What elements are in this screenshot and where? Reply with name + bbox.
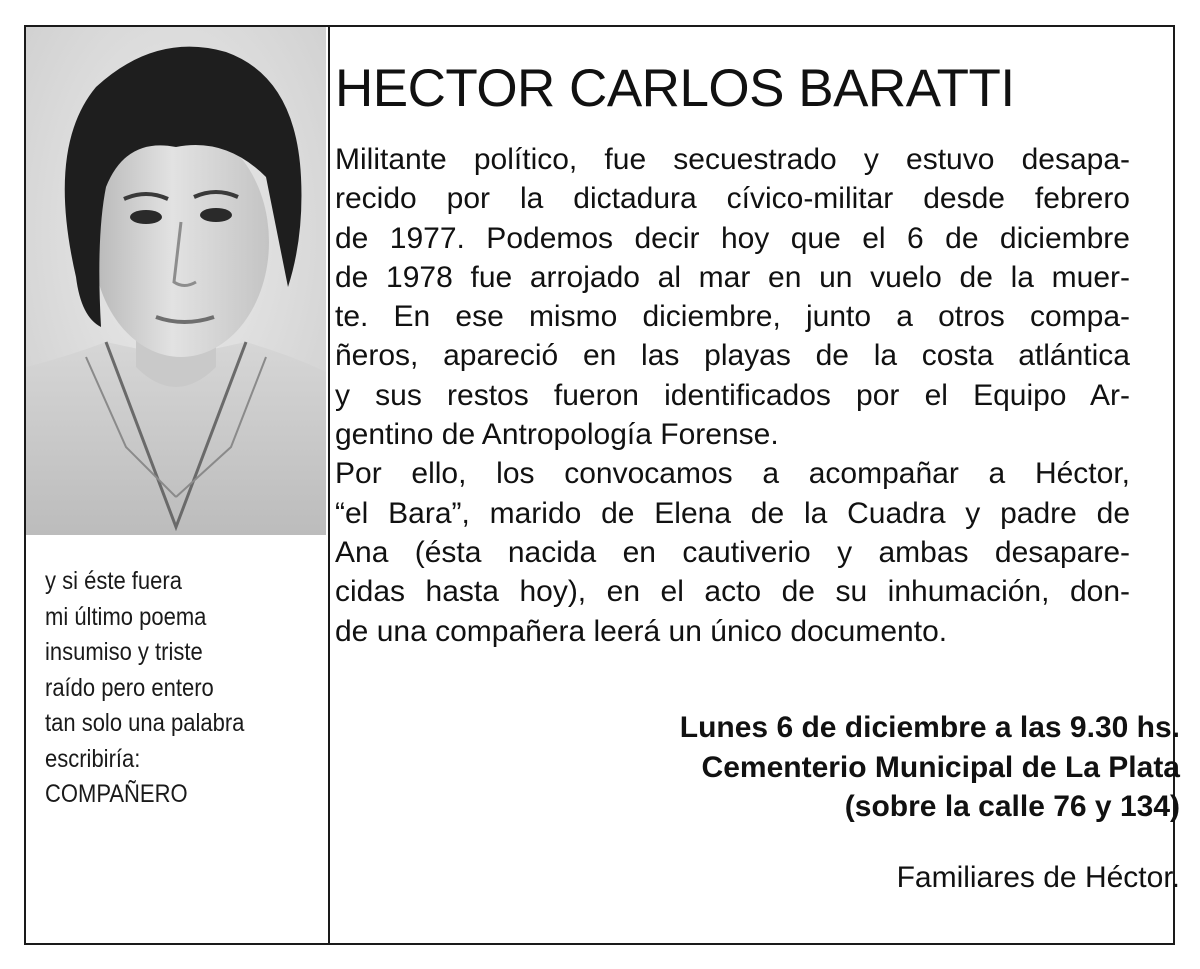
body-line: de una compañera leerá un único documento.: [335, 614, 948, 648]
body-line: “el Bara”, marido de Elena de la Cuadra y padre de: [335, 496, 1130, 530]
body-line: ñeros, apareció en las playas de la costa atlántica: [335, 339, 1130, 373]
body-line: Ana (ésta nacida en cautiverio y ambas desapare-: [335, 535, 1130, 569]
event-details: [680, 708, 1180, 827]
poem-line: tan solo una palabra: [45, 709, 245, 737]
notice-title: HECTOR CARLOS BARATTI: [335, 59, 1015, 118]
event-venue: Cementerio Municipal de La Plata: [701, 750, 1180, 784]
poem-line: insumiso y triste: [45, 638, 203, 666]
body-line: de 1977. Podemos decir hoy que el 6 de diciembre: [335, 221, 1130, 255]
body-line: Por ello, los convocamos a acompañar a Héctor,: [335, 457, 1130, 491]
body-line: y sus restos fueron identificados por el Equipo Ar-: [335, 378, 1130, 412]
poem-line: raído pero entero: [45, 673, 214, 702]
body-line: de 1978 fue arrojado al mar en un vuelo de la muer-: [335, 260, 1130, 294]
poem: [45, 564, 244, 813]
event-date: Lunes 6 de diciembre a las 9.30 hs.: [679, 711, 1180, 744]
poem-line: COMPAÑERO: [45, 780, 188, 808]
body-line: cidas hasta hoy), en el acto de su inhumación, don-: [335, 575, 1130, 609]
portrait-photo: [26, 27, 326, 535]
poem-line: y si éste fuera: [45, 567, 182, 595]
body-line: te. En ese mismo diciembre, junto a otros compa-: [335, 300, 1130, 334]
portrait-illustration: [26, 27, 326, 535]
signature: Familiares de Héctor.: [896, 861, 1180, 894]
left-column: [26, 27, 330, 943]
notice-body: [335, 140, 1130, 651]
poem-line: mi último poema: [45, 602, 207, 631]
poem-line: escribiría:: [45, 744, 141, 773]
body-line: gentino de Antropología Forense.: [335, 418, 779, 452]
body-line: Militante político, fue secuestrado y estuvo desapa-: [335, 143, 1130, 176]
body-line: recido por la dictadura cívico-militar desde febrero: [335, 182, 1130, 216]
event-address: (sobre la calle 76 y 134): [844, 790, 1180, 823]
